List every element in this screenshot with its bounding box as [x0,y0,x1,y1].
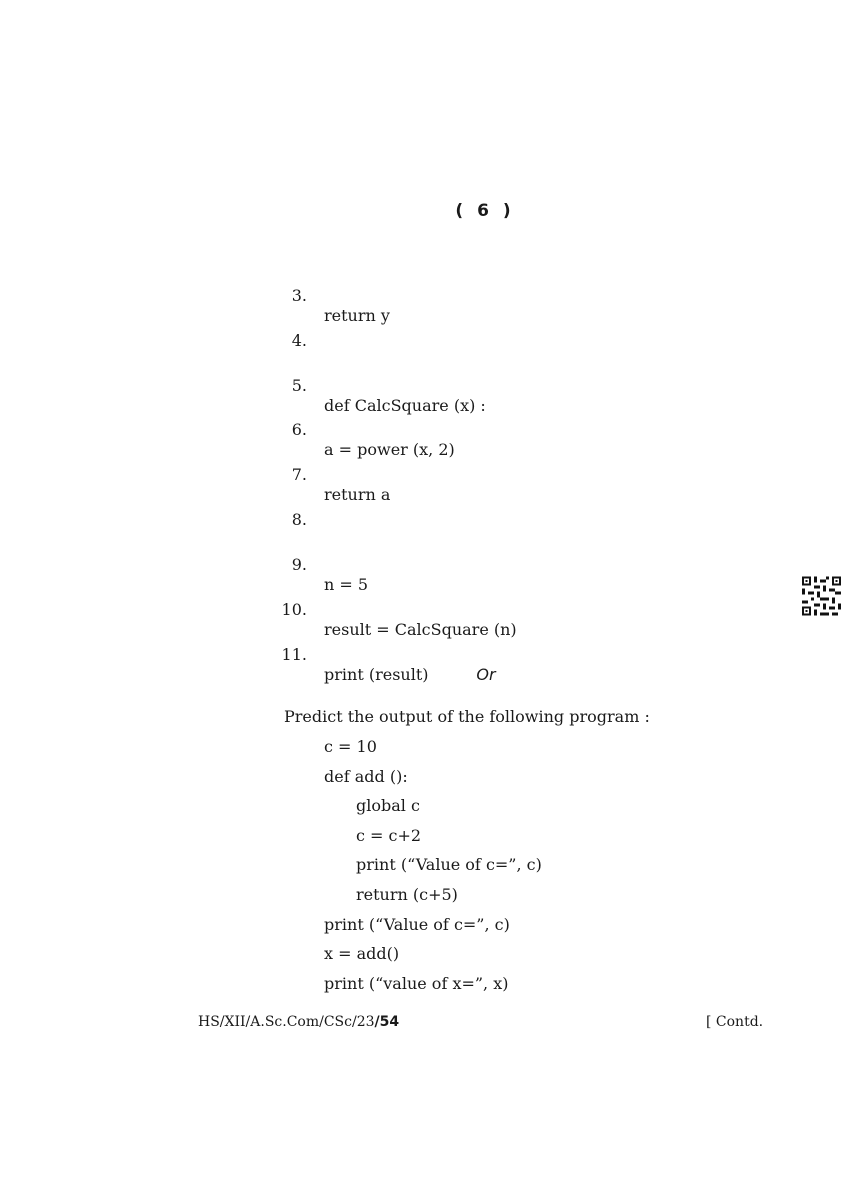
line-code: n = 5 [324,575,369,594]
line-code: result = CalcSquare (n) [324,620,517,639]
line-code: a = power (x, 2) [324,440,455,459]
program-line: print (“Value of c=”, c) [324,915,510,934]
line-number: 5. [291,376,307,395]
program-line: c = c+2 [356,826,422,845]
question-text: Predict the output of the following program : [284,707,650,726]
program-line: print (“Value of c=”, c) [356,855,542,874]
program-line: global c [356,796,420,815]
paper-code-prefix: HS/XII/A.Sc.Com/CSc/23 [198,1014,375,1030]
paper-code-suffix: /54 [374,1014,400,1030]
program-line: return (c+5) [356,885,458,904]
qr-code-icon [802,576,841,616]
page-number: ( 6 ) [455,201,515,221]
program-line: print (“value of x=”, x) [324,974,509,993]
line-number: 6. [291,420,307,439]
program-line: c = 10 [324,737,377,756]
line-code: def CalcSquare (x) : [324,396,486,415]
line-number: 11. [281,645,307,664]
line-code: print (result) [324,665,429,684]
line-number: 4. [291,331,307,350]
line-number: 9. [291,555,307,574]
line-number: 3. [291,286,307,305]
line-number: 7. [291,465,307,484]
line-number: 8. [291,510,307,529]
program-line: x = add() [324,944,400,963]
paper-code [198,1014,399,1030]
contd-label: [ Contd. [706,1014,764,1030]
or-separator: Or [476,665,496,684]
program-line: def add (): [324,767,408,786]
line-code: return y [324,306,390,325]
line-code: return a [324,485,391,504]
line-number: 10. [281,600,307,619]
